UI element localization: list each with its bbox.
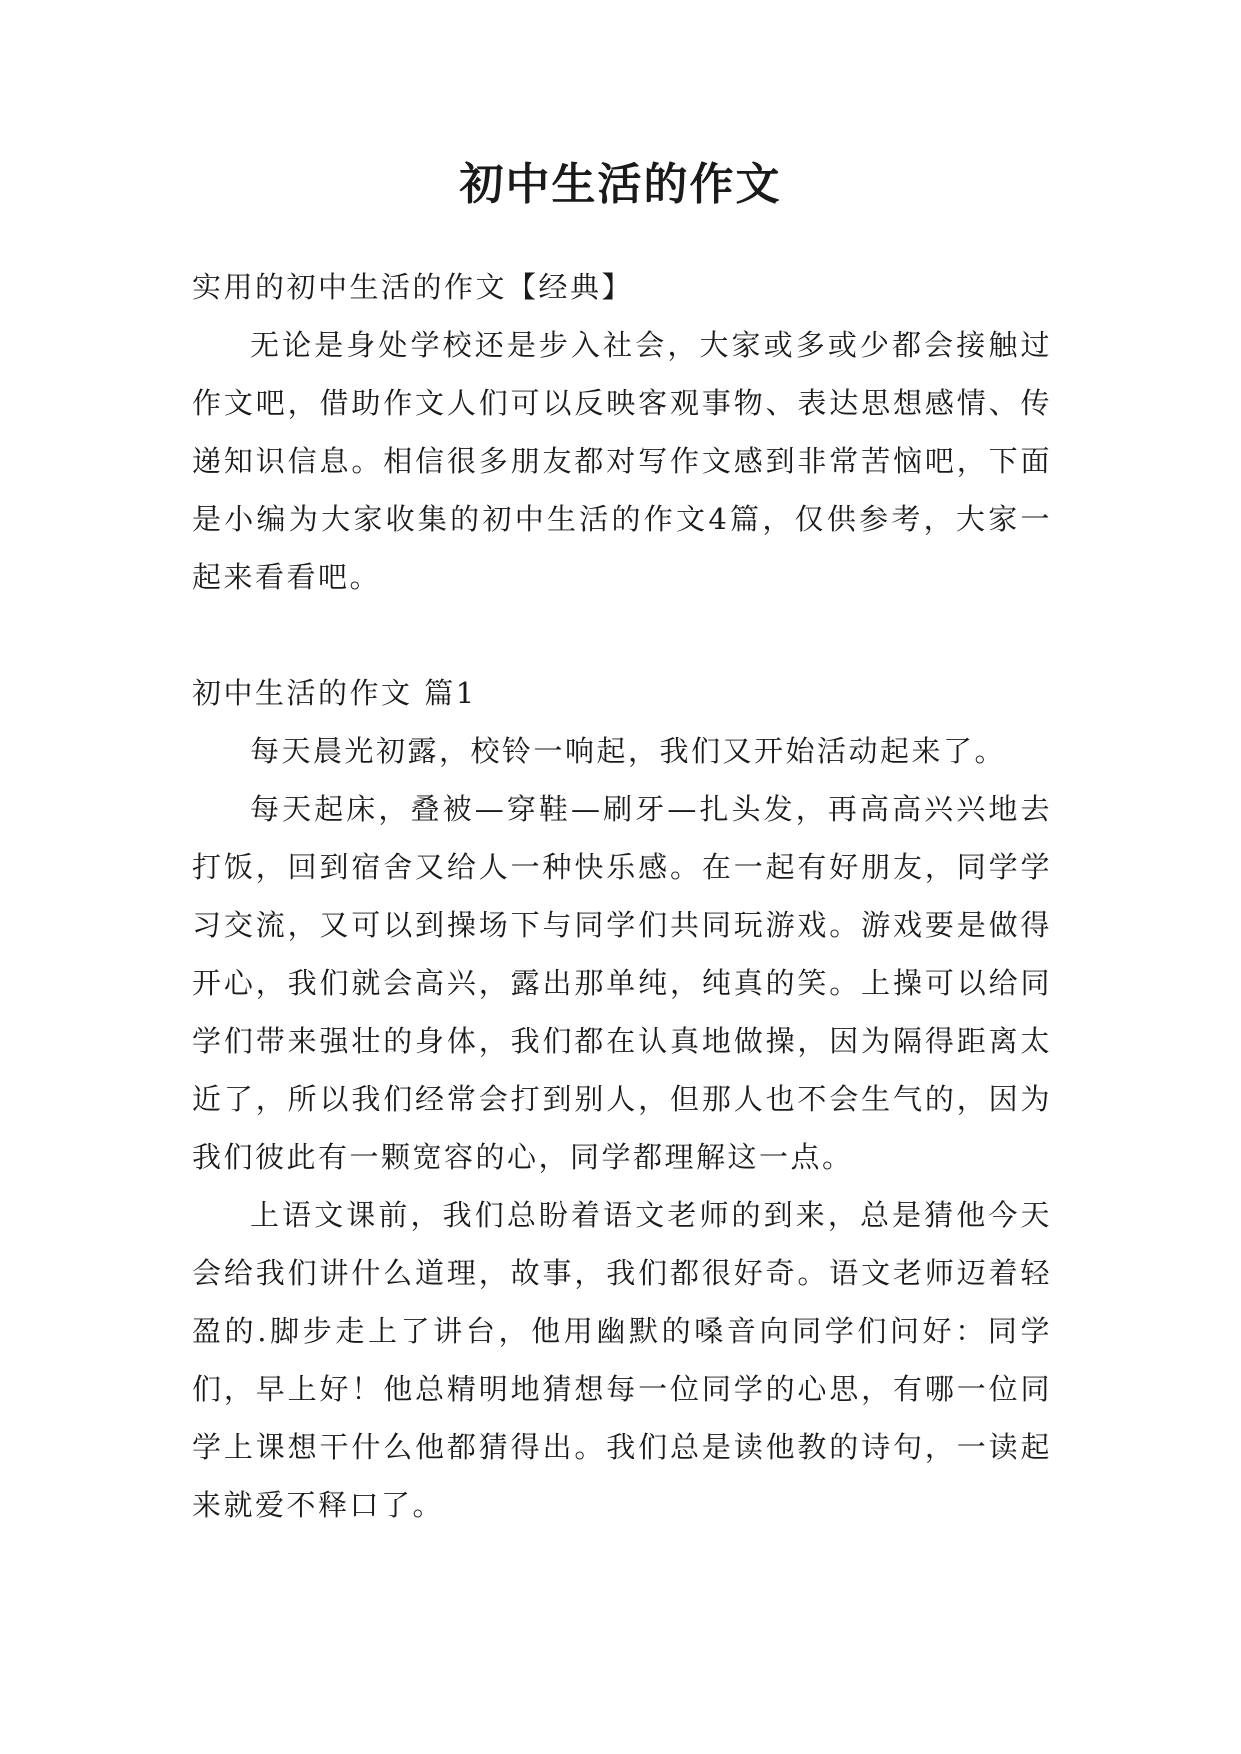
document-subtitle: 实用的初中生活的作文【经典】 — [192, 270, 634, 304]
essay-paragraph: 每天晨光初露，校铃一响起，我们又开始活动起来了。 — [250, 734, 1007, 768]
document-title: 初中生活的作文 — [459, 159, 782, 210]
essay-paragraph: 每天起床，叠被—穿鞋—刷牙—扎头发，再高高兴兴地去打饭，回到宿舍又给人一种快乐感。在一起有好朋友，同学学习交流，又可以到操场下与同学们共同玩游戏。游戏要是做得开心，我们就会高兴，露出那单纯，纯真的笑。上操可以给同学们带来强壮的身体，我们都在认真地做操，因为隔得距离太近了，所以我们经常会打到别人，但那人也不会生气的，因为我们彼此有一颗宽容的心，同学都理解这一点。 — [192, 792, 1052, 1174]
section-heading: 初中生活的作文 篇1 — [192, 676, 477, 710]
essay-section — [192, 664, 1052, 1534]
intro-paragraph: 无论是身处学校还是步入社会，大家或多或少都会接触过作文吧，借助作文人们可以反映客观事物、表达思想感情、传递知识信息。相信很多朋友都对写作文感到非常苦恼吧，下面是小编为大家收集的初中生活的作文4篇，仅供参考，大家一起来看看吧。 — [192, 328, 1052, 594]
document-body — [192, 258, 1052, 1534]
essay-paragraph: 上语文课前，我们总盼着语文老师的到来，总是猜他今天会给我们讲什么道理，故事，我们都很好奇。语文老师迈着轻盈的.脚步走上了讲台，他用幽默的嗓音向同学们问好：同学们，早上好！他总精明地猜想每一位同学的心思，有哪一位同学上课想干什么他都猜得出。我们总是读他教的诗句，一读起来就爱不释口了。 — [192, 1198, 1052, 1522]
